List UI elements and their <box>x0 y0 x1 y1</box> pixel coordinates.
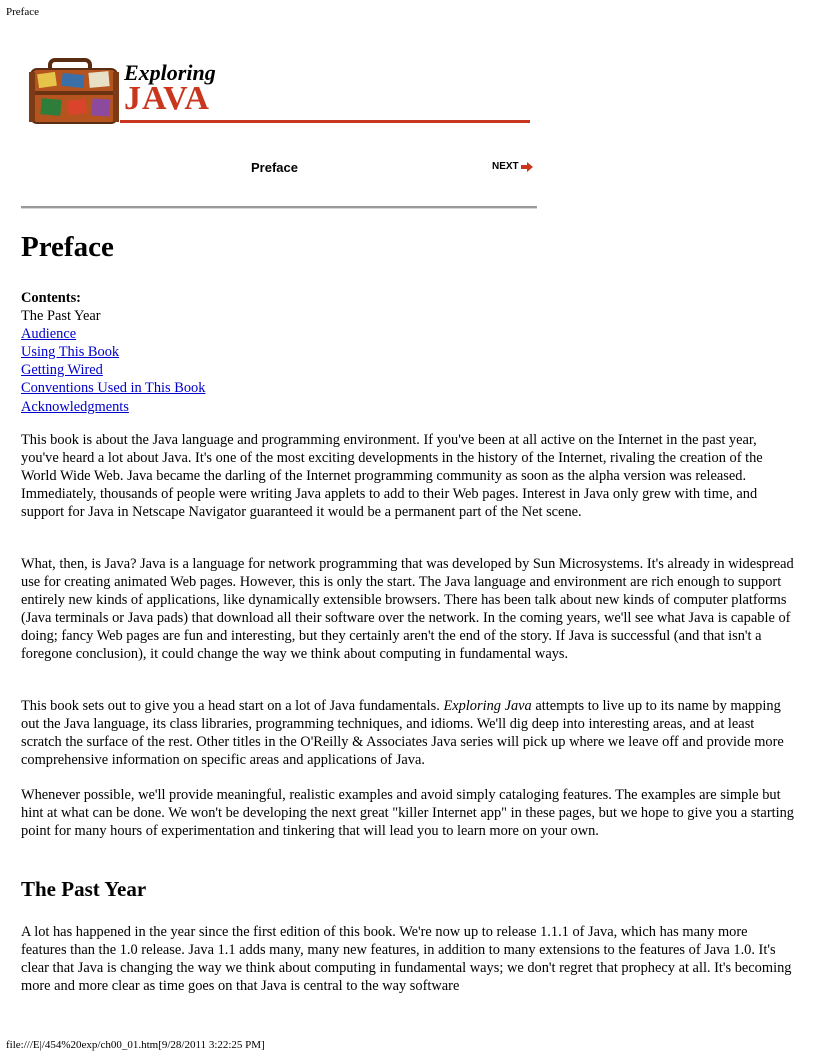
page-header-title: Preface <box>6 6 39 18</box>
next-link[interactable] <box>492 161 533 172</box>
contents-link-using-this-book[interactable]: Using This Book <box>21 344 120 361</box>
contents-item-past-year: The Past Year <box>21 308 101 325</box>
banner-rule <box>120 120 530 123</box>
page-footer-path: file:///E|/454%20exp/ch00_01.htm[9/28/2011 3:22:25 PM] <box>6 1039 265 1051</box>
contents-link-getting-wired[interactable]: Getting Wired <box>21 362 103 379</box>
page-title: Preface <box>21 231 114 263</box>
paragraph-what-is-java: What, then, is Java? Java is a language for network programming that was developed by Sun Microsystems. It's already in widespread use for creating animated Web pages. However, this is only the start. The Java language and environment are rich enough to support entirely new kinds of applications, like dynamically extensible browsers. There has been talk about new kinds of computer platforms (Java terminals or Java pads) that download all their software over the network. In the coming years, we'll see what Java is capable of doing; fancy Web pages are fun and interesting, but they certainly aren't the end of the story. If Java is successful (and that isn't a foregone conclusion), it could change the way we think about computing in fundamental ways. <box>21 556 794 663</box>
suitcase-icon <box>28 58 120 126</box>
paragraph-head-start: This book sets out to give you a head start on a lot of Java fundamentals. Exploring Java attempts to live up to its name by mapping out the Java language, its class libraries, programming techniques, and idioms. We'll dig deep into interesting areas, and at least scratch the surface of the rest. Other titles in the O'Reilly & Associates Java series will pick up where we leave off and provide more comprehensive information on specific areas and applications of Java. <box>21 698 784 769</box>
book-title-italic: Exploring Java <box>443 698 532 714</box>
section-heading-past-year: The Past Year <box>21 877 147 901</box>
paragraph-examples: Whenever possible, we'll provide meaningful, realistic examples and avoid simply cataloging features. The examples are simple but hint at what can be done. We won't be developing the next great "killer Internet app" in these pages, but we hope to give you a starting point for many hours of experimentation and tinkering that will lead you to learn more on your own. <box>21 787 794 840</box>
paragraph-past-year: A lot has happened in the year since the first edition of this book. We're now up to release 1.1.1 of Java, which has many more features than the 1.0 release. Java 1.1 adds many, many new features, in addition to many extensions to the features of Java 1.0. It's clear that Java is changing the way we think about computing in fundamental ways; we don't regret that prophecy at all. It's becoming more and more clear as time goes on that Java is central to the way software <box>21 924 792 995</box>
nav-chapter-title: Preface <box>251 160 298 175</box>
logo-word-exploring: Exploring <box>124 60 216 85</box>
next-label: NEXT <box>492 161 519 172</box>
contents-link-conventions[interactable]: Conventions Used in This Book <box>21 380 206 397</box>
contents-list <box>21 289 205 416</box>
paragraph-intro: This book is about the Java language and programming environment. If you've been at all active on the Internet in the past year, you've heard a lot about Java. It's one of the most exciting developments in the history of the Internet, rivaling the creation of the World Wide Web. Java became the darling of the Internet programming community as soon as the alpha version was released. Immediately, thousands of people were writing Java applets to add to their Web pages. Interest in Java only grew with time, and support for Java in Netscape Navigator guaranteed it would be a permanent part of the Net scene. <box>21 432 763 521</box>
arrow-right-icon <box>521 162 533 172</box>
contents-link-audience[interactable]: Audience <box>21 326 77 343</box>
book-banner <box>28 58 530 126</box>
horizontal-rule <box>21 206 537 209</box>
logo-word-java: JAVA <box>124 80 210 117</box>
contents-link-acknowledgments[interactable]: Acknowledgments <box>21 398 129 415</box>
contents-label: Contents: <box>21 290 81 306</box>
